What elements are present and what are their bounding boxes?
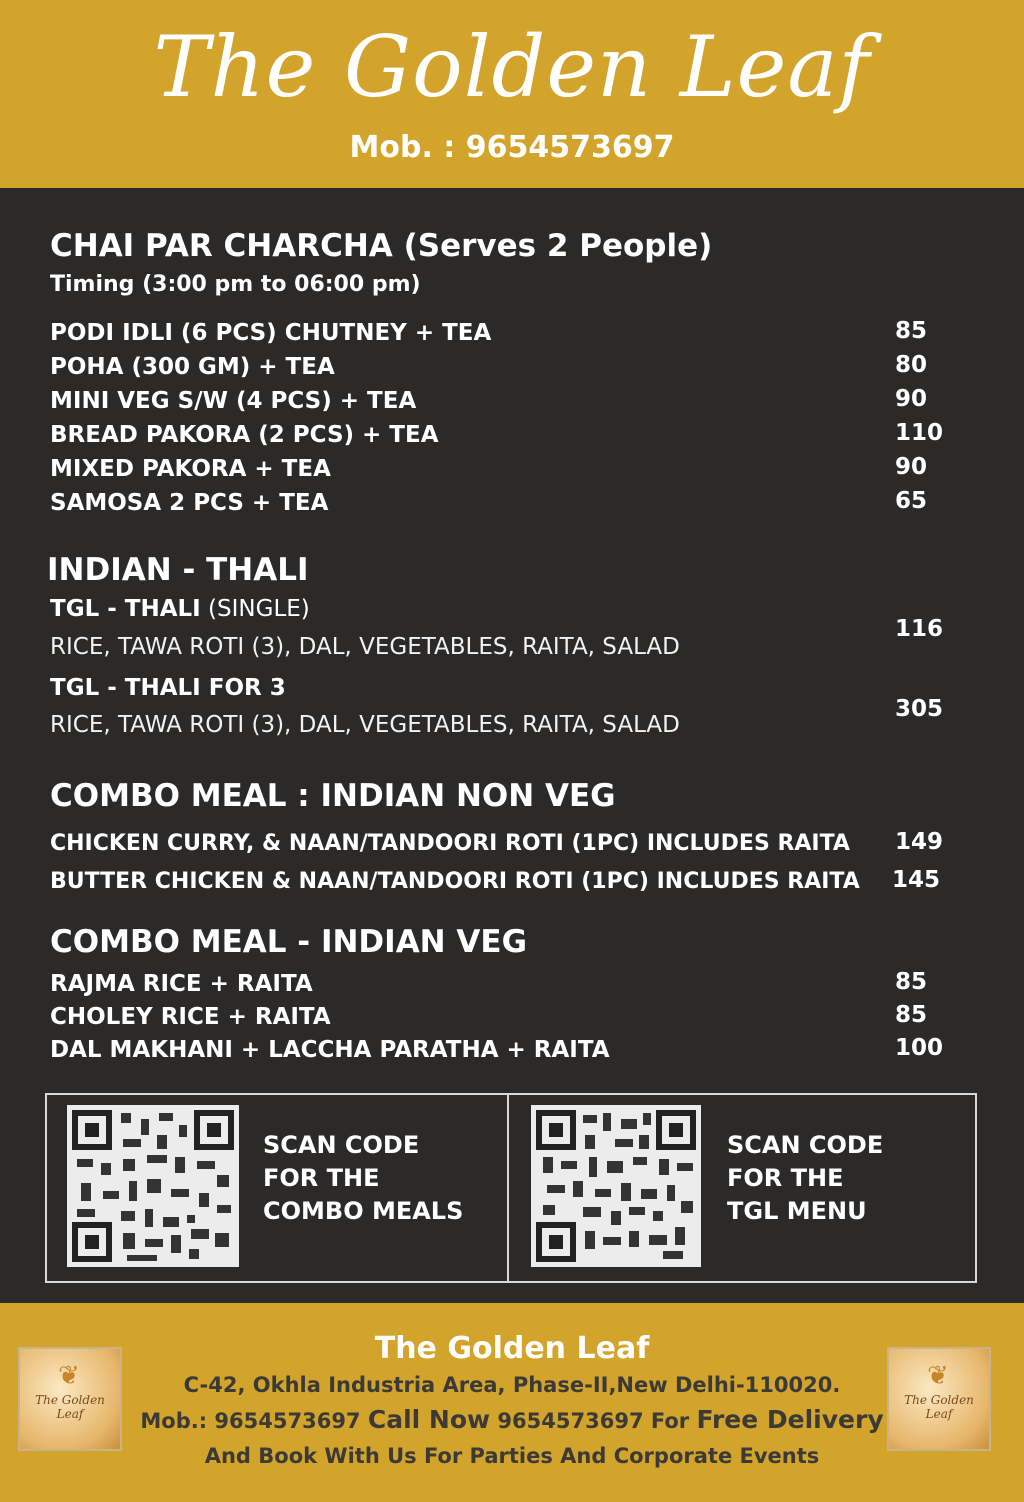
- menu-item-price: 90: [895, 454, 928, 480]
- menu-item: [50, 354, 950, 388]
- menu-item-price: 85: [895, 969, 928, 995]
- qr-label-line: FOR THE: [263, 1164, 380, 1192]
- thali-name-main: TGL - THALI: [50, 596, 201, 622]
- brand-title: The Golden Leaf: [153, 18, 871, 116]
- section-title-thali: INDIAN - THALI: [47, 552, 309, 588]
- menu-item-name: DAL MAKHANI + LACCHA PARATHA + RAITA: [50, 1037, 610, 1063]
- footer-book: And Book With Us For Parties And Corporate Events: [204, 1444, 820, 1468]
- menu-item-name: MIXED PAKORA + TEA: [50, 456, 331, 482]
- menu-item: [50, 869, 950, 903]
- menu-item: [50, 971, 950, 1005]
- qr-divider: [507, 1095, 509, 1281]
- footer-free-delivery: Free Delivery: [696, 1405, 884, 1434]
- thali-item-price: 116: [895, 616, 944, 642]
- thali-item-price: 305: [895, 696, 944, 722]
- menu-item-price: 145: [892, 867, 941, 893]
- thali-item-desc: RICE, TAWA ROTI (3), DAL, VEGETABLES, RAITA, SALAD: [50, 634, 680, 660]
- footer-call-now[interactable]: Call Now: [367, 1405, 491, 1434]
- menu-item-name: RAJMA RICE + RAITA: [50, 971, 313, 997]
- menu-item-name: POHA (300 GM) + TEA: [50, 354, 335, 380]
- footer-address: C-42, Okhla Industria Area, Phase-II,New Delhi-110020.: [183, 1373, 841, 1397]
- qr-panel: [45, 1093, 977, 1283]
- qr-label-line: SCAN CODE: [263, 1131, 420, 1159]
- menu-item-name: BREAD PAKORA (2 PCS) + TEA: [50, 422, 439, 448]
- section-title-veg: COMBO MEAL - INDIAN VEG: [50, 924, 528, 960]
- qr-code-combo-icon[interactable]: [67, 1105, 239, 1267]
- qr-pattern: [531, 1105, 701, 1267]
- thali-item-name: [50, 596, 310, 622]
- qr-label-line: COMBO MEALS: [263, 1197, 464, 1225]
- header-mobile: Mob. : 9654573697: [349, 130, 675, 165]
- menu-item: [50, 1004, 950, 1038]
- menu-item-name: PODI IDLI (6 PCS) CHUTNEY + TEA: [50, 320, 492, 346]
- menu-item: [50, 320, 950, 354]
- qr-label-menu: [727, 1129, 883, 1228]
- section-title-chai: CHAI PAR CHARCHA (Serves 2 People): [50, 228, 713, 264]
- menu-item-price: 100: [895, 1035, 944, 1061]
- menu-item-name: MINI VEG S/W (4 PCS) + TEA: [50, 388, 417, 414]
- footer-mob: Mob.: 9654573697: [140, 1409, 368, 1433]
- qr-label-combo: [263, 1129, 463, 1228]
- menu-item-name: CHICKEN CURRY, & NAAN/TANDOORI ROTI (1PC) INCLUDES RAITA: [50, 831, 850, 856]
- qr-label-line: SCAN CODE: [727, 1131, 884, 1159]
- thali-item-name: [50, 675, 286, 701]
- footer-call-num: 9654573697 For: [490, 1409, 697, 1433]
- menu-item-price: 90: [895, 386, 928, 412]
- thali-item-desc: RICE, TAWA ROTI (3), DAL, VEGETABLES, RAITA, SALAD: [50, 712, 680, 738]
- menu-body: [0, 188, 1024, 1303]
- footer-name: The Golden Leaf: [374, 1331, 650, 1366]
- menu-item: [50, 388, 950, 422]
- menu-item-price: 85: [895, 318, 928, 344]
- thali-name-main: TGL - THALI FOR 3: [50, 675, 286, 701]
- menu-item-name: BUTTER CHICKEN & NAAN/TANDOORI ROTI (1PC) INCLUDES RAITA: [50, 869, 860, 894]
- qr-label-line: TGL MENU: [727, 1197, 867, 1225]
- header-banner: [0, 0, 1024, 188]
- menu-item: [50, 422, 950, 456]
- menu-item: [50, 490, 950, 524]
- qr-code-menu-icon[interactable]: [531, 1105, 701, 1267]
- qr-label-line: FOR THE: [727, 1164, 844, 1192]
- footer-contact: [0, 1405, 1024, 1434]
- section-title-nonveg: COMBO MEAL : INDIAN NON VEG: [50, 778, 616, 814]
- footer-banner: [0, 1303, 1024, 1502]
- maple-leaf-icon: ❦: [927, 1361, 949, 1391]
- menu-item-price: 85: [895, 1002, 928, 1028]
- thali-name-suffix: (SINGLE): [200, 596, 310, 622]
- logo-text: The Golden Leaf: [35, 1393, 105, 1421]
- menu-item-price: 110: [895, 420, 944, 446]
- menu-item: [50, 831, 950, 865]
- menu-item-name: CHOLEY RICE + RAITA: [50, 1004, 331, 1030]
- logo-text: The Golden Leaf: [904, 1393, 974, 1421]
- menu-item-price: 149: [895, 829, 944, 855]
- menu-item-price: 80: [895, 352, 928, 378]
- menu-item-price: 65: [895, 488, 928, 514]
- menu-item-name: SAMOSA 2 PCS + TEA: [50, 490, 329, 516]
- qr-pattern: [67, 1105, 239, 1267]
- menu-item: [50, 456, 950, 490]
- maple-leaf-icon: ❦: [58, 1361, 80, 1391]
- menu-item: [50, 1037, 950, 1071]
- section-timing-chai: Timing (3:00 pm to 06:00 pm): [50, 272, 421, 297]
